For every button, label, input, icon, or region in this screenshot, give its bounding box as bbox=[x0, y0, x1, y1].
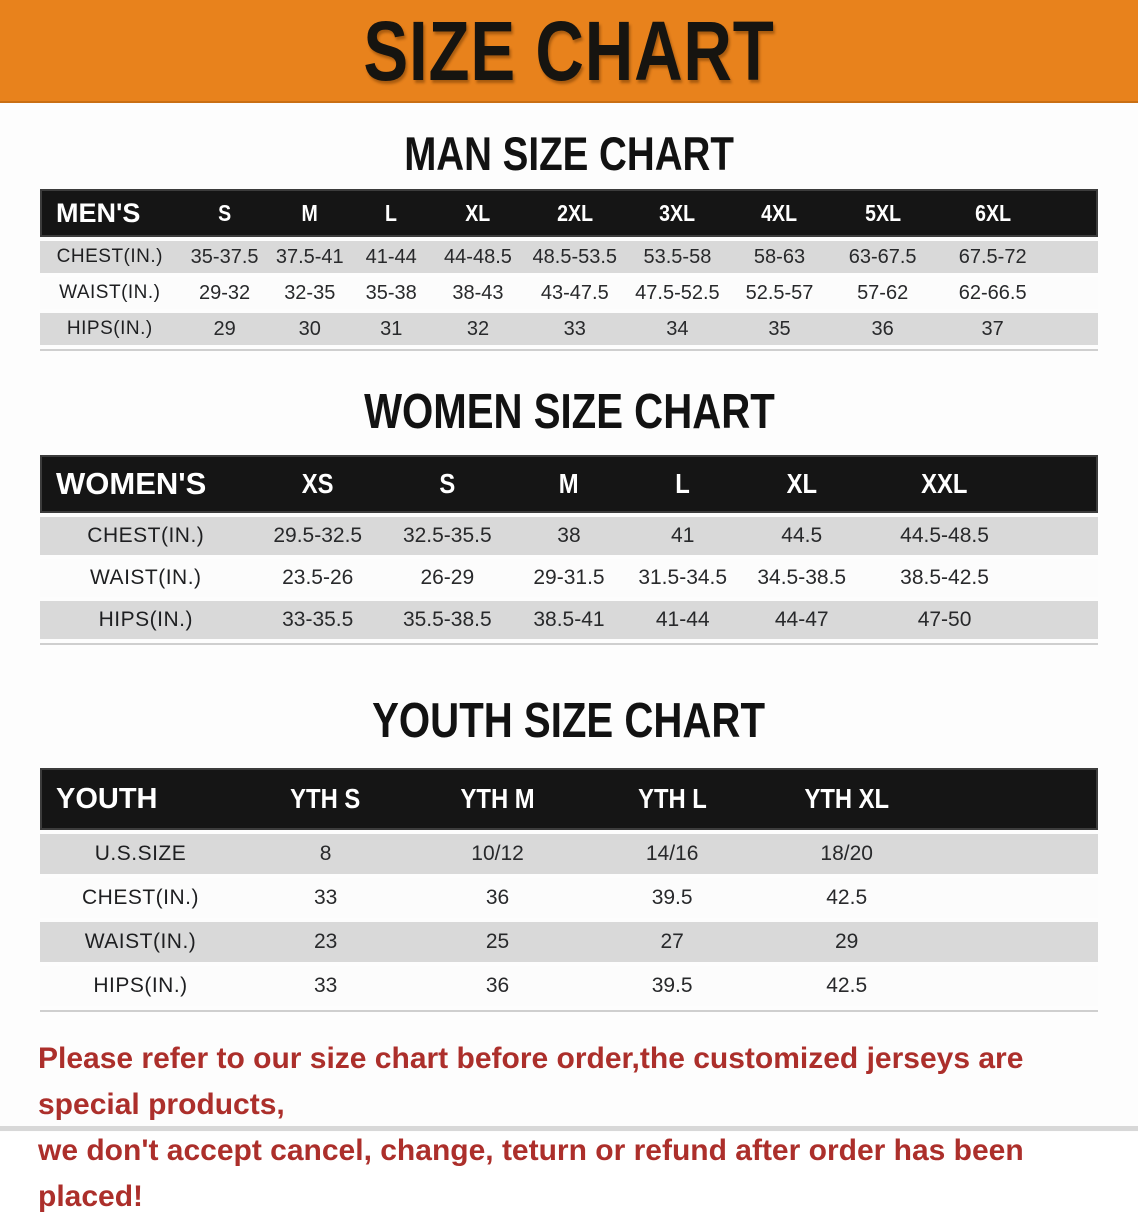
youth-size-table bbox=[40, 764, 1098, 1010]
row-label: WAIST(IN.) bbox=[59, 282, 161, 303]
men-col-header-2xl bbox=[523, 189, 626, 237]
cell: 39.5 bbox=[651, 886, 693, 909]
cell: 33-35.5 bbox=[282, 608, 354, 631]
cell: 35-38 bbox=[365, 281, 417, 304]
women-col-xs-text: XS bbox=[301, 468, 334, 499]
men-section-heading bbox=[0, 127, 1138, 180]
cell: 62-66.5 bbox=[958, 281, 1027, 304]
cell-spacer bbox=[934, 966, 1098, 1006]
women-size-table bbox=[40, 451, 1098, 643]
men-col-l-text: L bbox=[385, 199, 398, 226]
cell: 38 bbox=[557, 524, 581, 547]
cell-spacer bbox=[1050, 313, 1098, 345]
men-col-header-4xl bbox=[729, 189, 831, 237]
cell: 29-32 bbox=[199, 281, 251, 304]
cell: 39.5 bbox=[651, 974, 693, 997]
youth-col-header-xl bbox=[759, 768, 934, 830]
youth-col-s-text: YTH S bbox=[290, 783, 361, 814]
men-col-header-6xl bbox=[935, 189, 1050, 237]
women-col-header-s bbox=[384, 455, 511, 513]
youth-waist-row bbox=[40, 922, 1098, 962]
women-col-header-xxl bbox=[865, 455, 1024, 513]
cell: 32-35 bbox=[284, 281, 336, 304]
cell: 63-67.5 bbox=[848, 245, 917, 268]
cell: 44.5 bbox=[781, 524, 823, 547]
men-col-header-xl bbox=[432, 189, 523, 237]
men-col-header-5xl bbox=[830, 189, 935, 237]
youth-ussize-row bbox=[40, 834, 1098, 874]
cell: 31.5-34.5 bbox=[638, 566, 728, 589]
cell: 8 bbox=[319, 842, 332, 865]
men-col-2xl-text: 2XL bbox=[556, 199, 593, 226]
cell: 38.5-42.5 bbox=[900, 566, 989, 589]
cell: 43-47.5 bbox=[540, 281, 609, 304]
women-section-heading bbox=[0, 385, 1138, 439]
cell-spacer bbox=[1024, 601, 1098, 639]
cell: 47-50 bbox=[917, 608, 972, 631]
men-col-header-l bbox=[350, 189, 433, 237]
cell: 26-29 bbox=[420, 566, 475, 589]
men-table-underline bbox=[40, 349, 1098, 351]
youth-section-heading bbox=[0, 694, 1138, 748]
cell-spacer bbox=[934, 922, 1098, 962]
women-col-header-m bbox=[511, 455, 627, 513]
cell: 33 bbox=[563, 317, 586, 340]
cell: 44-47 bbox=[774, 608, 829, 631]
disclaimer-line-2: we don't accept cancel, change, teturn or refund after order has been placed! bbox=[38, 1134, 1024, 1213]
cell-spacer bbox=[934, 834, 1098, 874]
bottom-strip bbox=[0, 1126, 1138, 1131]
cell: 42.5 bbox=[826, 974, 868, 997]
cell: 53.5-58 bbox=[643, 245, 712, 268]
cell: 42.5 bbox=[826, 886, 868, 909]
cell: 38-43 bbox=[452, 281, 504, 304]
women-hips-row bbox=[40, 601, 1098, 639]
cell: 14/16 bbox=[645, 842, 699, 865]
cell: 34.5-38.5 bbox=[757, 566, 847, 589]
row-label: CHEST(IN.) bbox=[56, 246, 163, 267]
cell: 30 bbox=[298, 317, 321, 340]
youth-section-heading-text: YOUTH SIZE CHART bbox=[372, 694, 766, 748]
cell: 29-31.5 bbox=[533, 566, 605, 589]
men-col-6xl-text: 6XL bbox=[974, 199, 1011, 226]
cell-spacer bbox=[1024, 517, 1098, 555]
youth-table-underline bbox=[40, 1010, 1098, 1012]
men-chest-row bbox=[40, 241, 1098, 273]
women-col-header-l bbox=[627, 455, 738, 513]
men-col-m-text: M bbox=[301, 199, 318, 226]
cell: 23.5-26 bbox=[282, 566, 354, 589]
cell: 38.5-41 bbox=[533, 608, 605, 631]
women-chest-row bbox=[40, 517, 1098, 555]
men-col-5xl-text: 5XL bbox=[864, 199, 901, 226]
women-col-xxl-text: XXL bbox=[921, 468, 968, 499]
youth-col-header-s bbox=[241, 768, 410, 830]
row-label: CHEST(IN.) bbox=[82, 886, 199, 909]
women-col-s-text: S bbox=[439, 468, 456, 499]
cell: 47.5-52.5 bbox=[635, 281, 720, 304]
cell: 37 bbox=[981, 317, 1004, 340]
cell: 32.5-35.5 bbox=[402, 524, 492, 547]
cell: 18/20 bbox=[820, 842, 873, 865]
row-label: HIPS(IN.) bbox=[93, 974, 188, 997]
men-col-xl-text: XL bbox=[465, 199, 491, 226]
cell: 52.5-57 bbox=[745, 281, 814, 304]
cell: 23 bbox=[313, 930, 338, 953]
men-header-row bbox=[40, 189, 1098, 237]
men-col-header-spacer bbox=[1050, 189, 1098, 237]
cell: 48.5-53.5 bbox=[532, 245, 618, 268]
disclaimer-line-1: Please refer to our size chart before order,the customized jerseys are special products, bbox=[38, 1042, 1024, 1121]
cell: 36 bbox=[871, 317, 894, 340]
women-section-heading-text: WOMEN SIZE CHART bbox=[363, 385, 775, 439]
cell-spacer bbox=[1050, 241, 1098, 273]
cell: 10/12 bbox=[471, 842, 524, 865]
cell: 25 bbox=[485, 930, 510, 953]
men-col-header-m bbox=[270, 189, 350, 237]
cell: 36 bbox=[485, 886, 510, 909]
cell: 33 bbox=[313, 974, 338, 997]
cell: 27 bbox=[660, 930, 684, 953]
youth-col-header-spacer bbox=[934, 768, 1098, 830]
cell: 34 bbox=[666, 317, 689, 340]
women-col-header-xl bbox=[738, 455, 865, 513]
men-size-table bbox=[40, 185, 1098, 349]
cell: 36 bbox=[485, 974, 510, 997]
cell: 41 bbox=[671, 524, 695, 547]
cell-spacer bbox=[1024, 559, 1098, 597]
cell: 57-62 bbox=[857, 281, 909, 304]
youth-group-label: YOUTH bbox=[40, 768, 241, 830]
cell: 29 bbox=[213, 317, 236, 340]
cell: 67.5-72 bbox=[958, 245, 1027, 268]
youth-col-l-text: YTH L bbox=[637, 783, 707, 814]
cell: 44-48.5 bbox=[444, 245, 512, 268]
youth-col-xl-text: YTH XL bbox=[804, 783, 890, 814]
cell: 31 bbox=[380, 317, 403, 340]
youth-col-m-text: YTH M bbox=[460, 783, 535, 814]
row-label: WAIST(IN.) bbox=[84, 930, 197, 953]
women-waist-row bbox=[40, 559, 1098, 597]
cell-spacer bbox=[934, 878, 1098, 918]
women-col-header-xs bbox=[252, 455, 384, 513]
men-waist-row bbox=[40, 277, 1098, 309]
cell: 35 bbox=[768, 317, 791, 340]
youth-col-header-l bbox=[585, 768, 760, 830]
youth-hips-row bbox=[40, 966, 1098, 1006]
men-col-header-s bbox=[180, 189, 270, 237]
row-label: HIPS(IN.) bbox=[98, 608, 193, 631]
women-col-xl-text: XL bbox=[786, 468, 817, 499]
men-hips-row bbox=[40, 313, 1098, 345]
women-header-row bbox=[40, 455, 1098, 513]
women-col-header-spacer bbox=[1024, 455, 1098, 513]
cell: 29 bbox=[835, 930, 859, 953]
youth-header-row bbox=[40, 768, 1098, 830]
row-label: HIPS(IN.) bbox=[66, 318, 153, 339]
women-group-label: WOMEN'S bbox=[40, 455, 252, 513]
row-label: U.S.SIZE bbox=[94, 842, 187, 865]
banner bbox=[0, 0, 1138, 103]
men-col-header-3xl bbox=[626, 189, 729, 237]
cell: 29.5-32.5 bbox=[273, 524, 363, 547]
cell: 44.5-48.5 bbox=[900, 524, 989, 547]
cell: 35-37.5 bbox=[190, 245, 259, 268]
women-col-m-text: M bbox=[559, 468, 579, 499]
cell: 35.5-38.5 bbox=[402, 608, 492, 631]
cell: 41-44 bbox=[655, 608, 710, 631]
cell: 33 bbox=[313, 886, 338, 909]
youth-col-header-m bbox=[410, 768, 585, 830]
row-label: CHEST(IN.) bbox=[87, 524, 205, 547]
men-section-heading-text: MAN SIZE CHART bbox=[404, 127, 734, 180]
men-group-label: MEN'S bbox=[40, 189, 180, 237]
cell: 37.5-41 bbox=[275, 245, 344, 268]
men-col-4xl-text: 4XL bbox=[761, 199, 798, 226]
row-label: WAIST(IN.) bbox=[90, 566, 202, 589]
youth-chest-row bbox=[40, 878, 1098, 918]
men-col-3xl-text: 3XL bbox=[659, 199, 696, 226]
cell-spacer bbox=[1050, 277, 1098, 309]
women-table-underline bbox=[40, 643, 1098, 645]
page-title: SIZE CHART bbox=[363, 3, 775, 98]
cell: 41-44 bbox=[365, 245, 417, 268]
cell: 58-63 bbox=[753, 245, 806, 268]
men-col-s-text: S bbox=[218, 199, 232, 226]
cell: 32 bbox=[466, 317, 490, 340]
women-col-l-text: L bbox=[675, 468, 690, 499]
